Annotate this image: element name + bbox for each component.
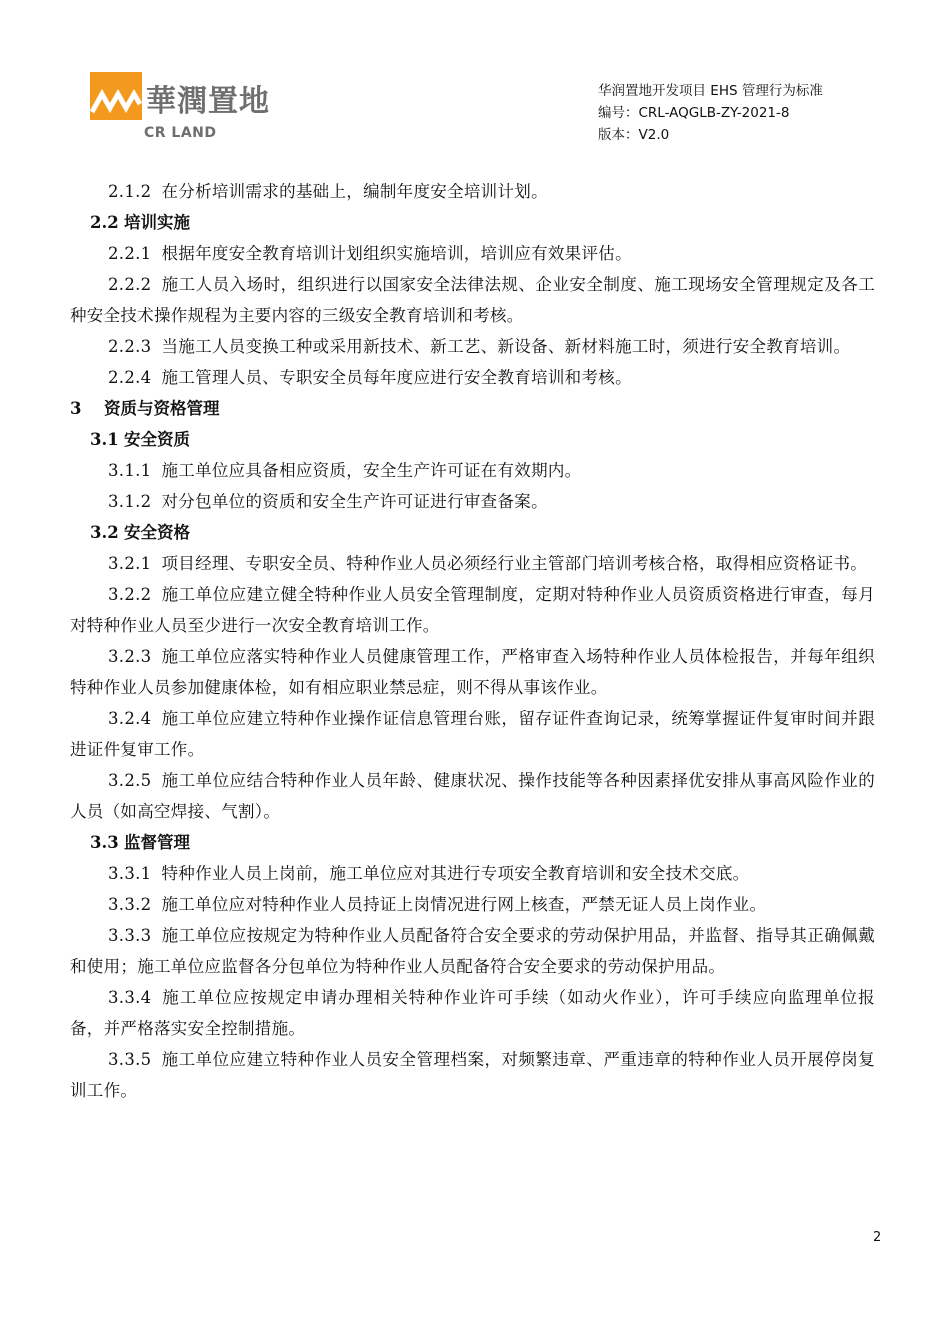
clause-text: 施工单位应按规定为特种作业人员配备符合安全要求的劳动保护用品，并监督、指导其正确佩戴和使用；施工单位应监督各分包单位为特种作业人员配备符合安全要求的劳动保护用品。 — [70, 926, 875, 976]
subsection-heading — [70, 207, 875, 238]
clause-number: 3.3.5 — [108, 1050, 152, 1069]
document-version: 版本：V2.0 — [598, 127, 670, 143]
paragraph — [70, 362, 875, 393]
clause-number: 3.1 — [90, 430, 119, 449]
paragraph — [70, 889, 875, 920]
clause-text: 当施工人员变换工种或采用新技术、新工艺、新设备、新材料施工时，须进行安全教育培训。 — [161, 337, 851, 356]
subsection-heading — [70, 827, 875, 858]
clause-text: 在分析培训需求的基础上，编制年度安全培训计划。 — [161, 182, 548, 201]
paragraph — [70, 331, 875, 362]
paragraph — [70, 1044, 875, 1106]
paragraph — [70, 579, 875, 641]
paragraph — [70, 548, 875, 579]
clause-text: 施工人员入场时，组织进行以国家安全法律法规、企业安全制度、施工现场安全管理规定及各工种安全技术操作规程为主要内容的三级安全教育培训和考核。 — [70, 275, 875, 325]
clause-text: 项目经理、专职安全员、特种作业人员必须经行业主管部门培训考核合格，取得相应资格证书。 — [161, 554, 868, 573]
document-title: 华润置地开发项目 EHS 管理行为标准 — [598, 83, 823, 99]
paragraph — [70, 269, 875, 331]
clause-text: 安全资格 — [124, 523, 190, 542]
page-number: 2 — [873, 1230, 882, 1245]
clause-text: 施工单位应结合特种作业人员年龄、健康状况、操作技能等各种因素择优安排从事高风险作业的人员（如高空焊接、气割）。 — [70, 771, 875, 821]
clause-number: 2.2.4 — [108, 368, 152, 387]
document-meta — [598, 80, 823, 146]
clause-text: 对分包单位的资质和安全生产许可证进行审查备案。 — [161, 492, 548, 511]
clause-text: 资质与资格管理 — [104, 399, 220, 418]
clause-number: 3.1.2 — [108, 492, 152, 511]
subsection-heading — [70, 424, 875, 455]
clause-text: 施工单位应建立特种作业人员安全管理档案，对频繁违章、严重违章的特种作业人员开展停岗复训工作。 — [70, 1050, 875, 1100]
clause-text: 培训实施 — [124, 213, 190, 232]
clause-number: 3.3.1 — [108, 864, 152, 883]
paragraph — [70, 641, 875, 703]
paragraph — [70, 703, 875, 765]
logo-english-text: CR LAND — [144, 125, 217, 141]
clause-number: 3.2.3 — [108, 647, 152, 666]
cr-land-logo-icon — [90, 72, 142, 120]
clause-number: 2.2.3 — [108, 337, 152, 356]
logo-chinese-text: 華潤置地 — [146, 84, 270, 119]
clause-number: 3.3.2 — [108, 895, 152, 914]
subsection-heading — [70, 517, 875, 548]
document-code: 编号：CRL-AQGLB-ZY-2021-8 — [598, 105, 790, 121]
clause-number: 3.1.1 — [108, 461, 152, 480]
clause-number: 3.2 — [90, 523, 119, 542]
page-header — [0, 0, 950, 160]
document-body — [70, 176, 875, 1106]
clause-number: 2.2.1 — [108, 244, 152, 263]
clause-number: 2.2 — [90, 213, 119, 232]
clause-number: 3.2.1 — [108, 554, 152, 573]
clause-text: 施工单位应对特种作业人员持证上岗情况进行网上核查，严禁无证人员上岗作业。 — [161, 895, 767, 914]
clause-text: 根据年度安全教育培训计划组织实施培训，培训应有效果评估。 — [161, 244, 632, 263]
clause-number: 3.2.4 — [108, 709, 152, 728]
paragraph — [70, 176, 875, 207]
paragraph — [70, 765, 875, 827]
clause-number: 3.3.3 — [108, 926, 152, 945]
clause-text: 施工单位应具备相应资质，安全生产许可证在有效期内。 — [161, 461, 582, 480]
clause-text: 施工管理人员、专职安全员每年度应进行安全教育培训和考核。 — [161, 368, 632, 387]
clause-text: 施工单位应落实特种作业人员健康管理工作，严格审查入场特种作业人员体检报告，并每年组织特种作业人员参加健康体检，如有相应职业禁忌症，则不得从事该作业。 — [70, 647, 875, 697]
clause-number: 3.2.5 — [108, 771, 152, 790]
paragraph — [70, 238, 875, 269]
paragraph — [70, 920, 875, 982]
clause-number: 3 — [70, 399, 82, 418]
cr-land-logo — [90, 72, 270, 142]
clause-number: 2.2.2 — [108, 275, 152, 294]
clause-number: 2.1.2 — [108, 182, 152, 201]
clause-text: 施工单位应建立特种作业操作证信息管理台账，留存证件查询记录，统筹掌握证件复审时间并跟进证件复审工作。 — [70, 709, 875, 759]
paragraph — [70, 982, 875, 1044]
section-heading — [70, 393, 875, 424]
paragraph — [70, 455, 875, 486]
clause-text: 施工单位应建立健全特种作业人员安全管理制度，定期对特种作业人员资质资格进行审查，每月对特种作业人员至少进行一次安全教育培训工作。 — [70, 585, 875, 635]
clause-text: 特种作业人员上岗前，施工单位应对其进行专项安全教育培训和安全技术交底。 — [161, 864, 750, 883]
clause-number: 3.3.4 — [108, 988, 152, 1007]
clause-text: 施工单位应按规定申请办理相关特种作业许可手续（如动火作业），许可手续应向监理单位报备，并严格落实安全控制措施。 — [70, 988, 875, 1038]
clause-number: 3.2.2 — [108, 585, 152, 604]
paragraph — [70, 858, 875, 889]
clause-text: 安全资质 — [124, 430, 190, 449]
paragraph — [70, 486, 875, 517]
clause-number: 3.3 — [90, 833, 119, 852]
clause-text: 监督管理 — [124, 833, 190, 852]
